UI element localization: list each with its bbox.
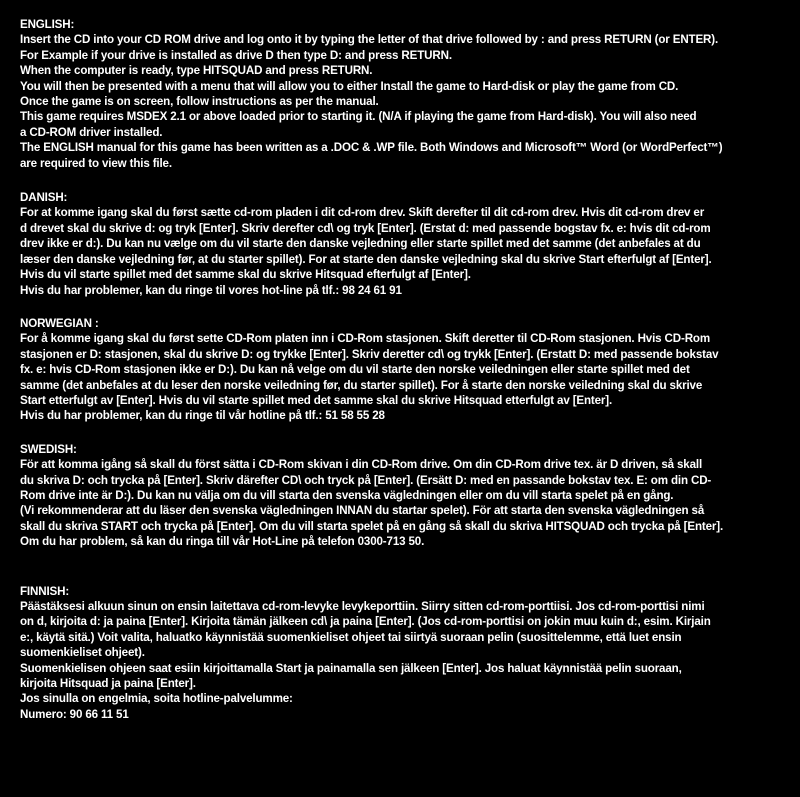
text-line: Insert the CD into your CD ROM drive and log onto it by typing the letter of that drive followed by : and press RETURN (or ENTER). (20, 33, 719, 47)
text-line: fx. e: hvis CD-Rom stasjonen ikke er D:). Du kan nå velge om du vil starte den norske veiledningen eller starte spillet med det (20, 363, 690, 377)
text-line: Jos sinulla on engelmia, soita hotline-palvelumme: (20, 692, 293, 706)
text-line: (Vi rekommenderar att du läser den svenska vägledningen INNAN du startar spelet). För att starta den svenska vägledningen så (20, 504, 705, 518)
section-heading: ENGLISH: (20, 18, 75, 31)
text-line: Rom drive inte är D:). Du kan nu välja om du vill starta den svenska vägledningen eller om du vill starta spelet på en gång. (20, 488, 674, 502)
text-line: drev ikke er d:). Du kan nu vælge om du vil starte den danske vejledning eller starte spillet med det samme (det anbefales at du (20, 237, 701, 251)
text-line: on d, kirjoita d: ja paina [Enter]. Kirjoita tämän jälkeen cd\ ja paina [Enter]. (Jos cd-rom-porttisi on jokin muu kuin d:, esim. Kirjain (20, 615, 711, 629)
section-spacer (20, 171, 784, 190)
section-spacer (20, 424, 784, 442)
text-line: This game requires MSDEX 2.1 or above loaded prior to starting it. (N/A if playing the game from Hard-disk). You will also need (20, 110, 697, 124)
text-line: Päästäksesi alkuun sinun on ensin laitettava cd-rom-levyke levykeporttiin. Siirry sitten cd-rom-porttiisi. Jos cd-rom-porttisi nimi (20, 600, 705, 613)
text-line: stasjonen er D: stasjonen, skal du skrive D: og trykke [Enter]. Skriv deretter cd\ og trykk [Enter]. (Erstatt D: med passende bokstav (20, 347, 719, 361)
section-spacer (20, 298, 784, 316)
text-line: For at komme igang skal du først sætte cd-rom pladen i dit cd-rom drev. Skift derefter til dit cd-rom drev. Hvis dit cd-rom drev er (20, 206, 705, 220)
text-line: kirjoita Hitsquad ja paina [Enter]. (20, 677, 196, 691)
section-finnish (20, 584, 784, 723)
text-line: e:, käytä sitä.) Voit valita, haluatko käynnistää suomenkieliset ohjeet tai siirtyä suoraan pelin (suosittelemme, että luet ensin (20, 630, 682, 644)
text-line: For å komme igang skal du først sette CD-Rom platen inn i CD-Rom stasjonen. Skift deretter til CD-Rom stasjonen. Hvis CD-Rom (20, 332, 711, 346)
section-spacer (20, 550, 784, 584)
section-norwegian (20, 316, 784, 424)
text-line: læser den danske vejledning før, at du starter spillet). For at starte den danske vejledning skal du skrive Start efterfulgt af [Enter]. (20, 252, 712, 266)
text-line: are required to view this file. (20, 156, 172, 170)
text-line: The ENGLISH manual for this game has been written as a .DOC & .WP file. Both Windows and Microsoft™ Word (or WordPerfect™) (20, 141, 723, 155)
section-swedish (20, 442, 784, 550)
text-line: suomenkieliset ohjeet). (20, 646, 145, 660)
section-english (20, 17, 784, 171)
text-line: d drevet skal du skrive d: og tryk [Enter]. Skriv derefter cd\ og tryk [Enter]. (Erstat d: med passende bogstav fx. e: hvis dit cd-rom (20, 221, 711, 235)
text-line: skall du skriva START och trycka på [Enter]. Om du vill starta spelet på en gång så skall du skriva HITSQUAD och trycka på [Enter]. (20, 519, 724, 533)
text-line: You will then be presented with a menu that will allow you to either Install the game to Hard-disk or play the game from CD. (20, 79, 679, 93)
section-heading: NORWEGIAN : (20, 316, 99, 330)
text-line: För att komma igång så skall du först sätta i CD-Rom skivan i din CD-Rom drive. Om din CD-Rom drive tex. är D driven, så skall (20, 458, 703, 472)
text-line: Hvis du vil starte spillet med det samme skal du skrive Hitsquad efterfulgt af [Enter]. (20, 268, 471, 282)
text-line: Hvis du har problemer, kan du ringe til vores hot-line på tlf.: 98 24 61 91 (20, 283, 402, 297)
section-heading: FINNISH: (20, 584, 70, 598)
text-line: du skriva D: och trycka på [Enter]. Skriv därefter CD\ och tryck på [Enter]. (Ersätt D: med en passande bokstav tex. E: om din CD- (20, 473, 712, 487)
text-line: a CD-ROM driver installed. (20, 125, 163, 139)
section-heading: DANISH: (20, 191, 68, 205)
text-line: Om du har problem, så kan du ringa till vår Hot-Line på telefon 0300-713 50. (20, 535, 425, 549)
text-line: For Example if your drive is installed as drive D then type D: and press RETURN. (20, 48, 452, 62)
text-line: Numero: 90 66 11 51 (20, 707, 129, 721)
text-line: Start etterfulgt av [Enter]. Hvis du vil starte spillet med det samme skal du skrive Hitsquad etterfulgt av [Enter]. (20, 393, 613, 407)
text-line: When the computer is ready, type HITSQUAD and press RETURN. (20, 64, 373, 78)
section-danish (20, 190, 784, 298)
text-line: Hvis du har problemer, kan du ringe til vår hotline på tlf.: 51 58 55 28 (20, 409, 385, 423)
text-line: samme (det anbefales at du leser den norske veiledning før, du starter spillet). For å starte den norske veiledning skal du skrive (20, 378, 703, 392)
section-heading: SWEDISH: (20, 442, 77, 456)
text-line: Once the game is on screen, follow instructions as per the manual. (20, 95, 379, 109)
manual-page (20, 17, 784, 722)
text-line: Suomenkielisen ohjeen saat esiin kirjoittamalla Start ja painamalla sen jälkeen [Enter]. Jos haluat käynnistää pelin suoraan, (20, 661, 682, 675)
